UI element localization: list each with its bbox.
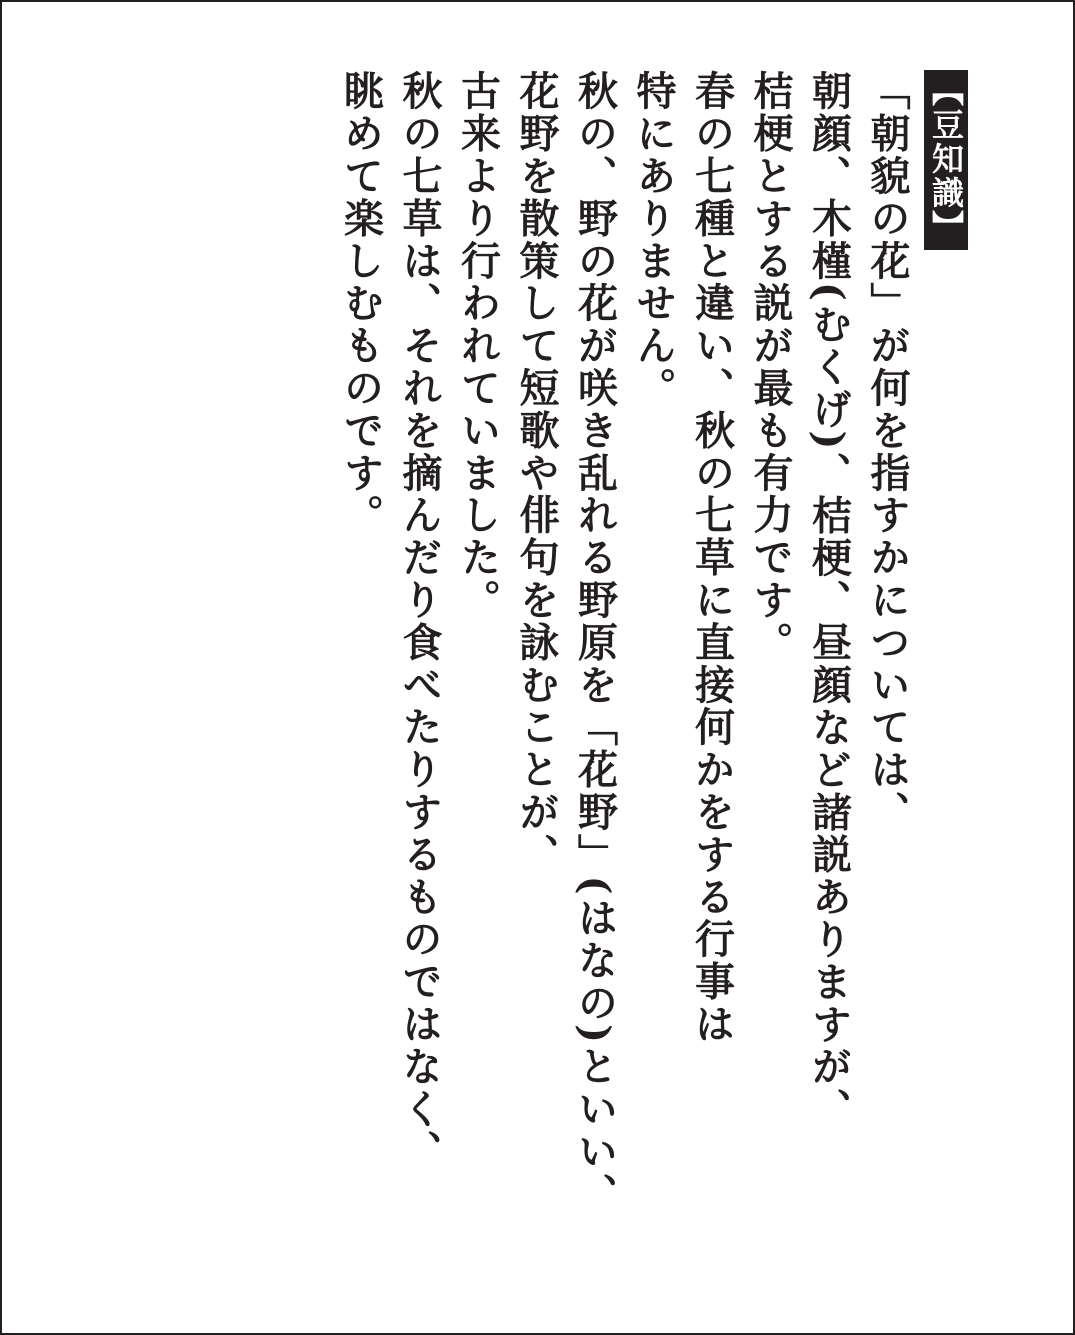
text-column-5: 特にありません。 — [630, 70, 677, 410]
text-column-7: 花野を散策して短歌や俳句を詠むことが、 — [513, 70, 560, 876]
text-column-2: 朝顔、木槿(むくげ)、桔梗、昼顔など諸説ありますが、 — [805, 70, 853, 1131]
text-column-8: 古来より行われていました。 — [454, 70, 502, 622]
text-column-9: 秋の七草は、それを摘んだり食べたりするものではなく、 — [396, 70, 443, 1173]
text-column-4: 春の七種と違い、秋の七草に直接何かをする行事は — [688, 70, 736, 1046]
trivia-heading-badge: 【豆知識】 — [924, 70, 968, 250]
text-column-10: 眺めて楽しむものです。 — [337, 70, 385, 537]
text-column-1: 「朝貌の花」が何を指すかについては、 — [864, 70, 911, 834]
vertical-text-block — [331, 70, 968, 1300]
text-column-3: 桔梗とする説が最も有力です。 — [747, 70, 794, 664]
text-column-6: 秋の、野の花が咲き乱れる野原を「花野」(はなの)といい、 — [571, 70, 619, 1216]
